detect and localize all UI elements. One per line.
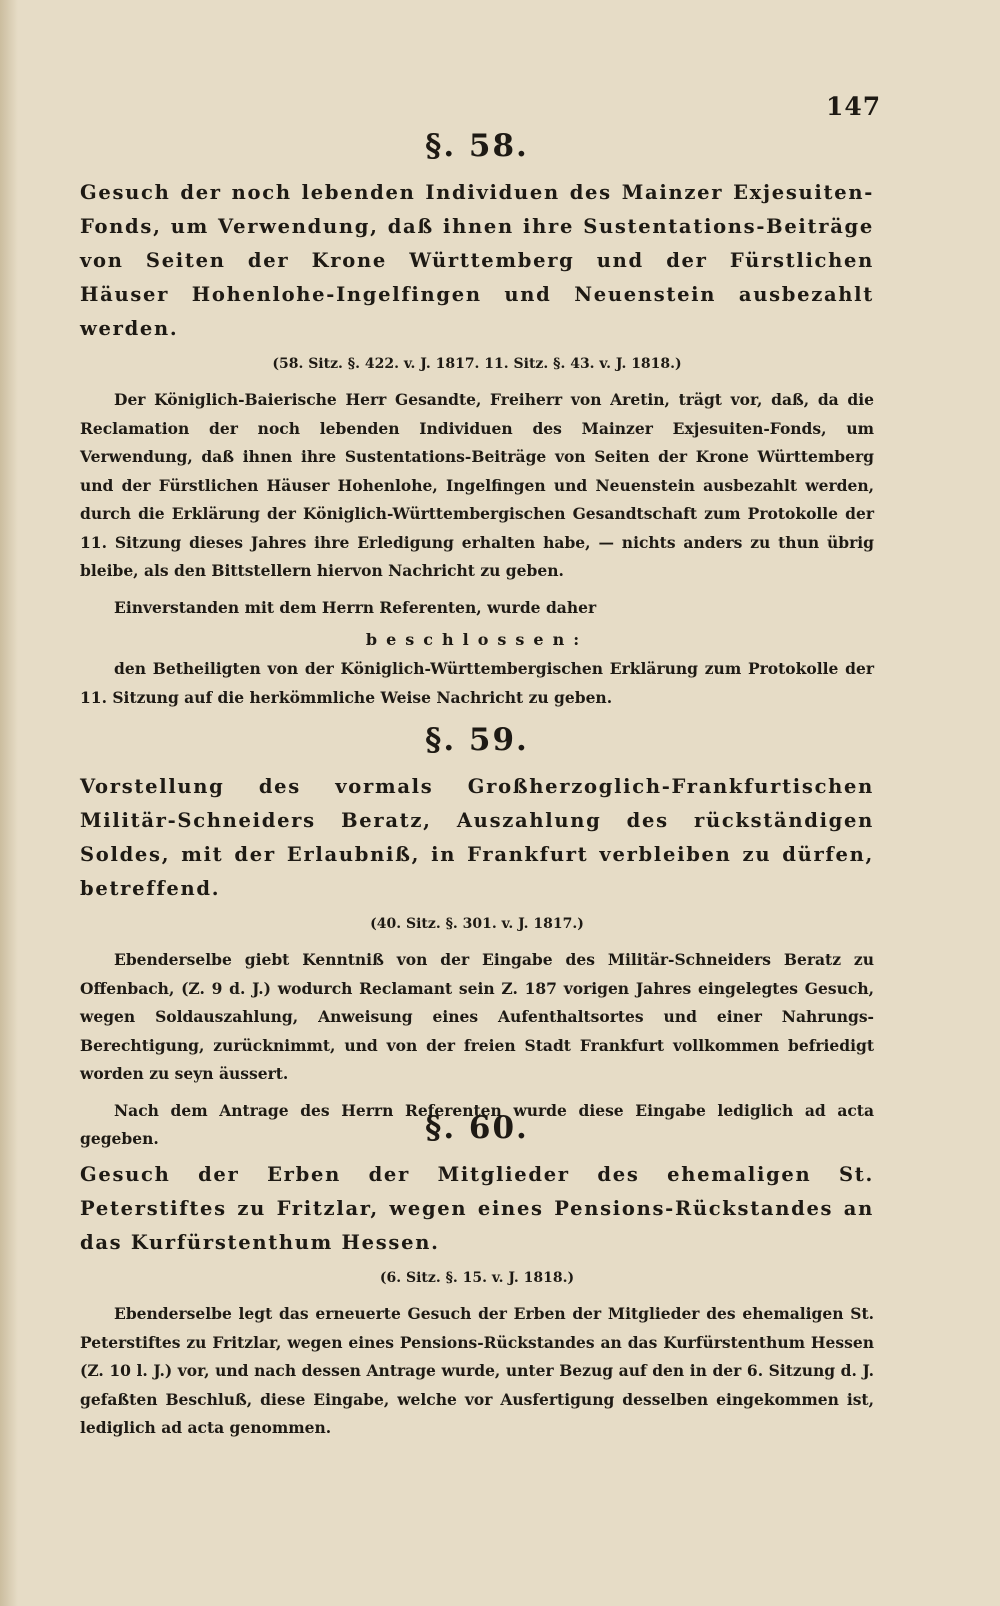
paragraph: Nach dem Antrage des Herrn Referenten wurde diese Eingabe lediglich ad acta gegeben. <box>80 1100 874 1148</box>
paragraph: Ebenderselbe legt das erneuerte Gesuch der Erben der Mitglieder des ehemaligen St. Peterstiftes zu Fritzlar, wegen eines Pensions-Rückstandes an das Kurfürstenthum Hessen (Z. 10 l. J.) vor, und nach dessen Antrage wurde, unter Bezug auf den in der 6. Sitzung d. J. gefaßten Beschluß, diese Eingabe, welche vor Ausfertigung desselben eingekommen ist, lediglich ad acta genommen. <box>80 1304 874 1437</box>
resolution-text: den Betheiligten von der Königlich-Württembergischen Erklärung zum Protokolle der 11. Sitzung auf die herkömmliche Weise Nachricht zu geben. <box>80 659 874 707</box>
paragraph: Der Königlich-Baierische Herr Gesandte, Freiherr von Aretin, trägt vor, daß, da die Reclamation der noch lebenden Individuen des Mainzer Exjesuiten-Fonds, um Verwendung, daß ihnen ihre Sustentations-Beiträge von Seiten der Krone Württemberg und der Fürstlichen Häuser Hohenlohe, Ingelfingen und Neuenstein ausbezahlt werden, durch die Erklärung der Königlich-Württembergischen Gesandtschaft zum Protokolle der 11. Sitzung dieses Jahres ihre Erledigung erhalten habe, — nichts anders zu thun übrig bleibe, als den Bittstellern hiervon Nachricht zu geben. <box>80 390 874 580</box>
paragraph: Einverstanden mit dem Herrn Referenten, wurde daher <box>114 597 597 617</box>
page-edge <box>0 0 18 1606</box>
section-59 <box>80 722 874 1162</box>
section-heading: §. 58. <box>425 128 529 164</box>
section-title: Gesuch der Erben der Mitglieder des ehemaligen St. Peterstiftes zu Fritzlar, wegen eines Pensions-Rückstandes an das Kurfürstenthum Hessen. <box>80 1163 874 1254</box>
section-title: Vorstellung des vormals Großherzoglich-Frankfurtischen Militär-Schneiders Beratz, Auszahlung des rückständigen Soldes, mit der Erlaubniß, in Frankfurt verbleiben zu dürfen, betreffend. <box>80 775 874 900</box>
section-60 <box>80 1110 874 1451</box>
section-58 <box>80 128 874 720</box>
section-title: Gesuch der noch lebenden Individuen des Mainzer Exjesuiten-Fonds, um Verwendung, daß ihnen ihre Sustentations-Beiträge von Seiten der Krone Württemberg und der Fürstlichen Häuser Hohenlohe-Ingelfingen und Neuenstein ausbezahlt werden. <box>80 181 874 340</box>
paragraph: Ebenderselbe giebt Kenntniß von der Eingabe des Militär-Schneiders Beratz zu Offenbach, (Z. 9 d. J.) wodurch Reclamant sein Z. 187 vorigen Jahres eingelegtes Gesuch, wegen Soldauszahlung, Anweisung eines Aufenthaltsortes und einer Nahrungs-Berechtigung, zurücknimmt, und von der freien Stadt Frankfurt vollkommen befriedigt worden zu seyn äussert. <box>80 950 874 1083</box>
section-reference: (40. Sitz. §. 301. v. J. 1817.) <box>370 916 584 932</box>
section-heading: §. 60. <box>425 1110 529 1146</box>
page-number: 147 <box>826 92 882 121</box>
section-reference: (6. Sitz. §. 15. v. J. 1818.) <box>379 1270 575 1286</box>
section-heading: §. 59. <box>425 722 529 758</box>
resolution-label: beschlossen: <box>365 630 589 649</box>
section-reference: (58. Sitz. §. 422. v. J. 1817. 11. Sitz. §. 43. v. J. 1818.) <box>272 356 682 372</box>
